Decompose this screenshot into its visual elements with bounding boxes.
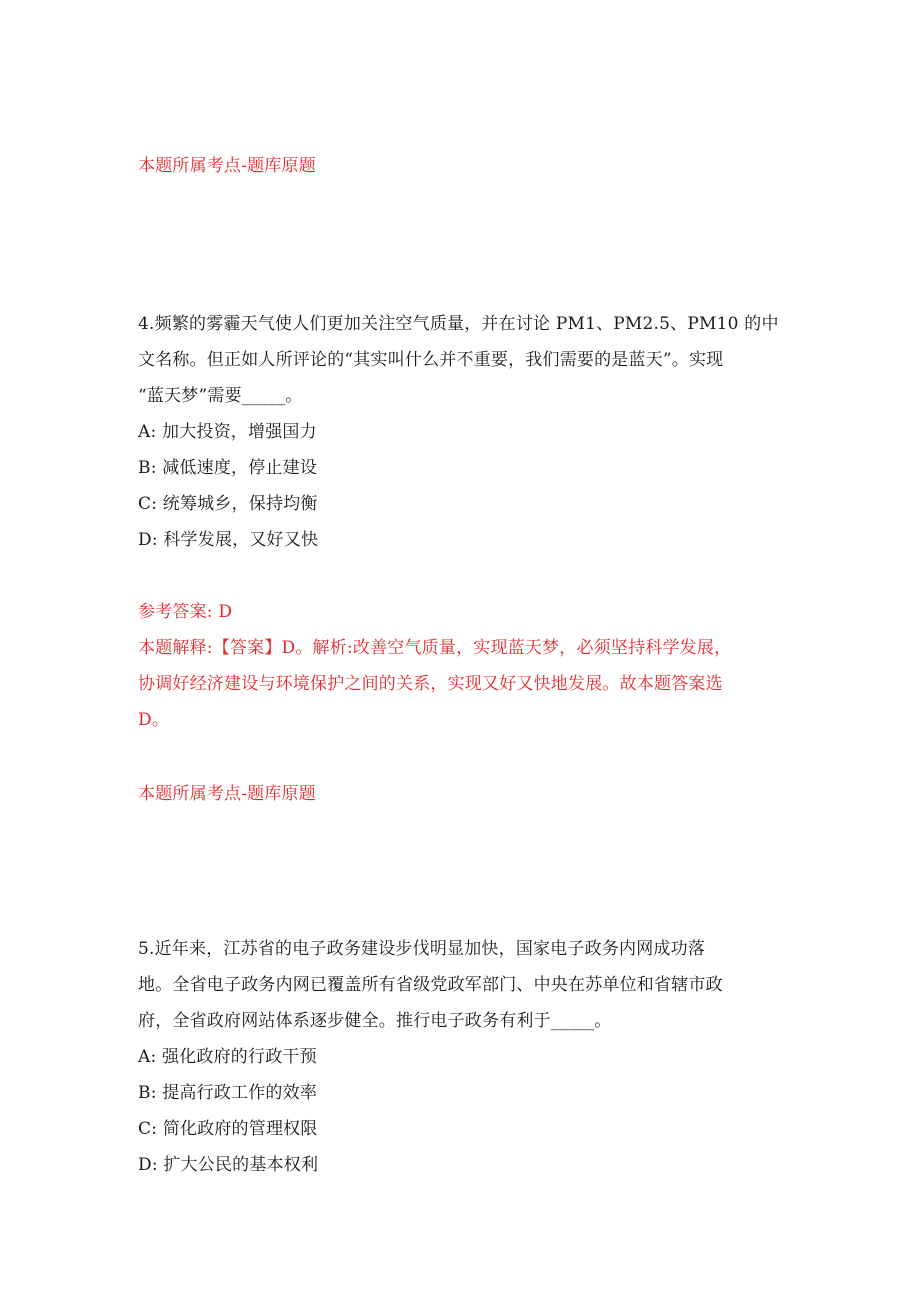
question-5-option-a: A: 强化政府的行政干预 — [138, 1047, 317, 1067]
question-4-stem-line: 4.频繁的雾霾天气使人们更加关注空气质量，并在讨论 PM1、PM2.5、PM10 的中 — [138, 314, 779, 334]
question-4-explanation-line: 本题解释:【答案】D。解析:改善空气质量，实现蓝天梦，必须坚持科学发展， — [138, 638, 732, 658]
topic-tag: 本题所属考点-题库原题 — [138, 784, 316, 804]
question-5-stem-line: 5.近年来，江苏省的电子政务建设步伐明显加快，国家电子政务内网成功落 — [138, 939, 706, 959]
topic-tag: 本题所属考点-题库原题 — [138, 156, 316, 176]
question-4-option-c: C: 统筹城乡，保持均衡 — [138, 494, 318, 514]
question-4-explanation-line: 协调好经济建设与环境保护之间的关系，实现又好又快地发展。故本题答案选 — [138, 674, 723, 694]
question-4-option-b: B: 减低速度，停止建设 — [138, 458, 318, 478]
question-5-stem-line: 府，全省政府网站体系逐步健全。推行电子政务有利于_____。 — [138, 1011, 612, 1031]
question-4-option-a: A: 加大投资，增强国力 — [138, 422, 317, 442]
question-4-stem-line: 文名称。但正如人所评论的“其实叫什么并不重要，我们需要的是蓝天”。实现 — [138, 350, 724, 370]
question-4-stem-line: “蓝天梦”需要_____。 — [138, 386, 303, 406]
question-4-answer: 参考答案: D — [138, 602, 233, 622]
question-4-option-d: D: 科学发展，又好又快 — [138, 530, 319, 550]
question-4-explanation-line: D。 — [138, 710, 170, 730]
question-5-option-b: B: 提高行政工作的效率 — [138, 1083, 318, 1103]
question-5-stem-line: 地。全省电子政务内网已覆盖所有省级党政军部门、中央在苏单位和省辖市政 — [138, 975, 723, 995]
question-5-option-d: D: 扩大公民的基本权利 — [138, 1155, 319, 1175]
question-5-option-c: C: 简化政府的管理权限 — [138, 1119, 318, 1139]
